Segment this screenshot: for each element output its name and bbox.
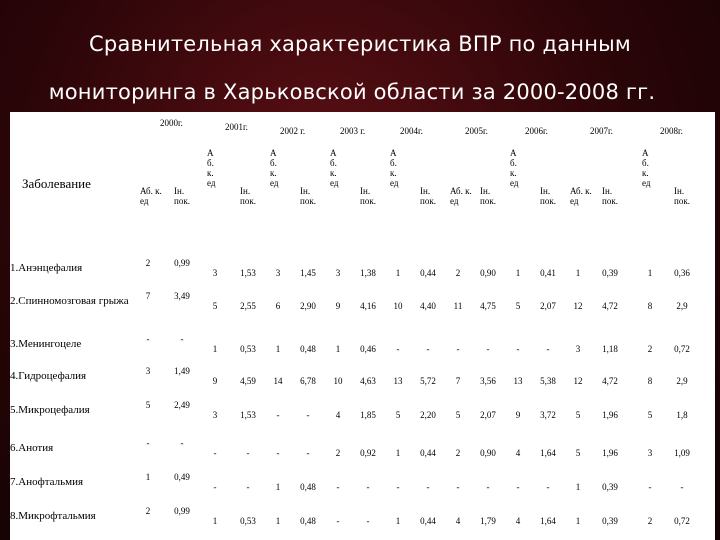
table-cell: 0,48 [300,482,316,492]
table-cell: 4 [515,448,521,458]
table-cell: 2 [145,506,151,516]
table-cell: 0,36 [674,268,690,278]
table-cell: 4 [335,410,341,420]
table-cell: 0,99 [174,506,190,516]
table-cell: 3 [212,410,218,420]
table-cell: 1,64 [540,516,556,526]
column-subheader: Ін. пок. [602,186,618,206]
table-cell: 5,72 [420,376,436,386]
column-subheader: Аб. к. ед [140,186,162,206]
table-cell: 13 [513,376,523,386]
column-subheader: А б. к. ед [270,148,279,188]
table-cell: 14 [273,376,283,386]
slide-title-line-2: мониторинга в Харьковской области за 2000-2008 гг. [48,80,656,104]
table-cell: 5 [212,301,218,311]
year-header: 2005г. [465,126,488,136]
row-label: 7.Анофтальмия [10,476,84,488]
table-cell: 0,99 [174,258,190,268]
year-header: 2003 г. [340,126,366,136]
table-cell: 6,78 [300,376,316,386]
table-cell: 0,39 [602,482,618,492]
table-cell: - [306,410,310,420]
table-cell: 0,48 [300,344,316,354]
table-cell: - [680,482,684,492]
table-cell: - [180,438,184,448]
table-cell: - [336,482,340,492]
table-cell: 1,53 [240,410,256,420]
table-cell: 1,79 [480,516,496,526]
table-cell: - [648,482,652,492]
table-cell: 5 [455,410,461,420]
table-cell: 1 [515,268,521,278]
table-cell: 4,59 [240,376,256,386]
table-cell: 0,90 [480,268,496,278]
table-cell: 2 [455,268,461,278]
table-cell: - [213,482,217,492]
table-cell: 2 [647,516,653,526]
table-cell: 2 [455,448,461,458]
table-cell: 0,41 [540,268,556,278]
table-cell: 0,39 [602,268,618,278]
table-cell: - [426,482,430,492]
table-cell: 1 [575,268,581,278]
table-cell: 3 [575,344,581,354]
table-cell: 0,90 [480,448,496,458]
table-cell: - [146,438,150,448]
table-cell: - [180,334,184,344]
column-subheader: А б. к. ед [330,148,339,188]
table-cell: - [213,448,217,458]
table-cell: 3,49 [174,291,190,301]
table-cell: 2,20 [420,410,436,420]
table-cell: 5 [647,410,653,420]
table-cell: 5 [575,410,581,420]
table-cell: 1 [575,482,581,492]
row-label: 6.Анотия [10,442,54,454]
table-cell: 4,40 [420,301,436,311]
column-subheader: А б. к. ед [207,148,216,188]
table-cell: 0,48 [300,516,316,526]
table-cell: - [546,482,550,492]
table-cell: 2 [145,258,151,268]
year-header: 2006г. [525,126,548,136]
table-cell: - [516,344,520,354]
row-label: 5.Микроцефалия [10,404,90,416]
table-cell: 3,72 [540,410,556,420]
table-cell: 4,72 [602,376,618,386]
table-cell: 4,63 [360,376,376,386]
table-cell: 1,49 [174,366,190,376]
row-label: 8.Микрофтальмия [10,510,96,522]
column-subheader: Аб. к. ед [570,186,592,206]
table-cell: - [276,448,280,458]
table-cell: 3 [145,366,151,376]
table-cell: 1 [212,344,218,354]
table-cell: 1 [395,448,401,458]
table-cell: 1 [145,472,151,482]
table-cell: 0,49 [174,472,190,482]
table-cell: 0,72 [674,344,690,354]
table-cell: 1 [275,482,281,492]
table-cell: 0,46 [360,344,376,354]
table-cell: 1,53 [240,268,256,278]
table-cell: 0,53 [240,516,256,526]
table-cell: 3 [275,268,281,278]
table-cell: - [246,448,250,458]
table-cell: - [276,410,280,420]
table-cell: 1 [395,268,401,278]
table-cell: 1 [275,344,281,354]
table-cell: 5 [145,400,151,410]
table-cell: 8 [647,376,653,386]
table-cell: 2,49 [174,400,190,410]
table-cell: 3 [212,268,218,278]
column-subheader: Ін. пок. [300,186,316,206]
column-subheader: Ін. пок. [240,186,256,206]
column-subheader: Ін. пок. [174,186,190,206]
year-header: 2008г. [660,126,683,136]
table-cell: 0,44 [420,448,436,458]
table-cell: - [306,448,310,458]
table-cell: 1,96 [602,448,618,458]
table-cell: 2 [335,448,341,458]
table-cell: 5 [575,448,581,458]
table-cell: - [456,482,460,492]
table-cell: - [456,344,460,354]
column-subheader: Аб. к. ед [450,186,472,206]
column-subheader: А б. к. ед [390,148,399,188]
table-cell: 1 [395,516,401,526]
table-cell: 12 [573,376,583,386]
column-subheader: А б. к. ед [510,148,519,188]
table-cell: 13 [393,376,403,386]
table-cell: - [426,344,430,354]
table-cell: 2,07 [540,301,556,311]
disease-column-header: Заболевание [22,176,91,191]
table-cell: 1,85 [360,410,376,420]
table-cell: 5,38 [540,376,556,386]
year-header: 2007г. [590,126,613,136]
data-table [10,112,715,540]
table-cell: 2,07 [480,410,496,420]
table-cell: 10 [393,301,403,311]
table-cell: 2,9 [676,301,688,311]
table-cell: 0,39 [602,516,618,526]
table-cell: 1,18 [602,344,618,354]
year-header: 2001г. [225,122,248,132]
table-cell: 6 [275,301,281,311]
table-cell: 2 [647,344,653,354]
table-cell: 9 [335,301,341,311]
table-cell: 1,38 [360,268,376,278]
column-subheader: Ін. пок. [480,186,496,206]
slide-title-line-1: Сравнительная характеристика ВПР по данным [89,32,631,56]
table-cell: 1,45 [300,268,316,278]
table-cell: 10 [333,376,343,386]
table-cell: 2,90 [300,301,316,311]
column-subheader: Ін. пок. [540,186,556,206]
table-cell: 3,56 [480,376,496,386]
table-cell: 7 [145,291,151,301]
table-cell: - [546,344,550,354]
table-cell: - [336,516,340,526]
year-header: 2000г. [160,118,183,128]
table-cell: 0,53 [240,344,256,354]
table-cell: 4,16 [360,301,376,311]
table-cell: - [396,482,400,492]
table-cell: 1,09 [674,448,690,458]
row-label: 1.Анэнцефалия [10,262,83,274]
table-cell: 1,96 [602,410,618,420]
year-header: 2002 г. [280,126,306,136]
table-cell: 1 [275,516,281,526]
table-cell: 3 [647,448,653,458]
table-cell: 8 [647,301,653,311]
column-subheader: Ін. пок. [420,186,436,206]
table-cell: 0,92 [360,448,376,458]
table-cell: - [396,344,400,354]
table-cell: - [146,334,150,344]
column-subheader: А б. к. ед [642,148,651,188]
table-cell: 4 [455,516,461,526]
table-cell: 1 [647,268,653,278]
row-label: 3.Менингоцеле [10,338,82,350]
table-cell: 9 [515,410,521,420]
table-cell: 11 [453,301,463,311]
table-cell: 5 [515,301,521,311]
table-cell: 9 [212,376,218,386]
table-cell: 4,72 [602,301,618,311]
table-cell: 0,44 [420,516,436,526]
table-cell: - [486,344,490,354]
table-cell: 2,55 [240,301,256,311]
table-cell: 0,44 [420,268,436,278]
table-cell: 4,75 [480,301,496,311]
table-cell: 1,64 [540,448,556,458]
table-cell: - [486,482,490,492]
table-cell: - [366,482,370,492]
row-label: 4.Гидроцефалия [10,370,87,382]
table-cell: - [516,482,520,492]
table-cell: 1 [212,516,218,526]
table-cell: 5 [395,410,401,420]
table-cell: - [246,482,250,492]
table-cell: 7 [455,376,461,386]
table-cell: 1 [575,516,581,526]
column-subheader: Ін. пок. [674,186,690,206]
table-cell: 1,8 [676,410,688,420]
table-cell: 3 [335,268,341,278]
row-label: 2.Спинномозговая грыжа [10,295,129,307]
table-cell: 4 [515,516,521,526]
table-cell: 1 [335,344,341,354]
year-header: 2004г. [400,126,423,136]
table-cell: 2,9 [676,376,688,386]
table-cell: 0,72 [674,516,690,526]
column-subheader: Ін. пок. [360,186,376,206]
table-cell: 12 [573,301,583,311]
table-cell: - [366,516,370,526]
